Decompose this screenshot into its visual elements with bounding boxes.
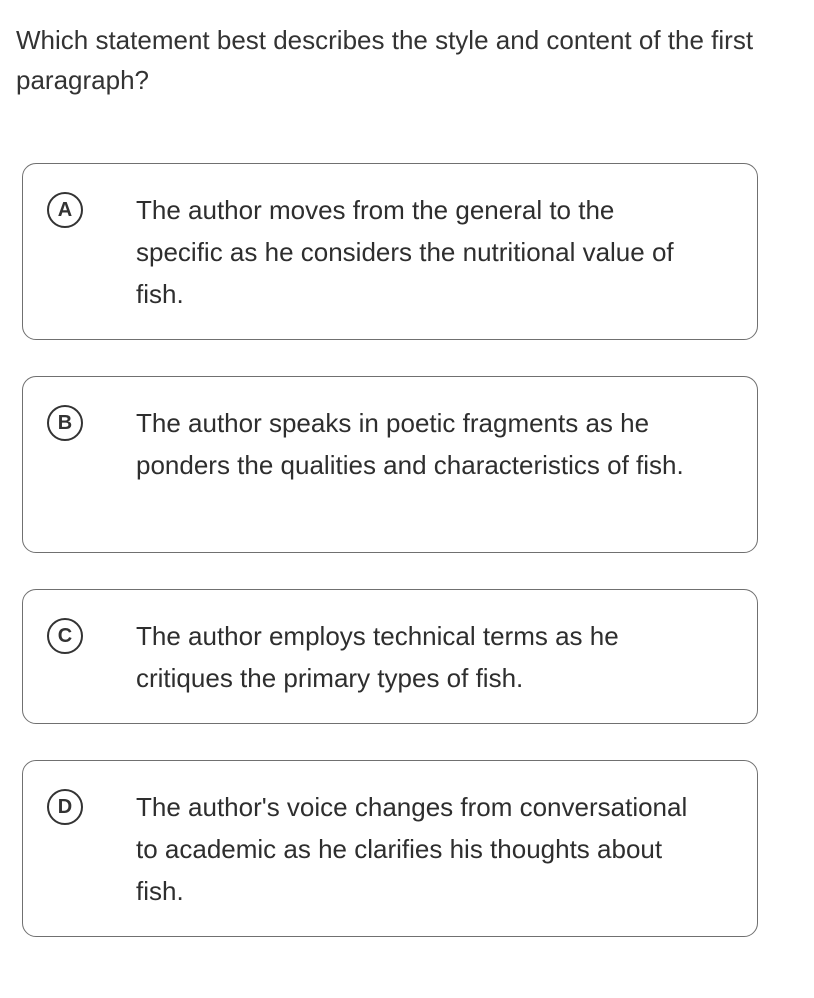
option-a[interactable] bbox=[22, 163, 758, 340]
question-text: Which statement best describes the style and content of the first paragraph? bbox=[16, 25, 754, 95]
option-c-text: The author employs technical terms as he critiques the primary types of fish. bbox=[136, 621, 619, 693]
answer-options bbox=[22, 163, 758, 973]
option-b-letter-badge: B bbox=[47, 405, 83, 441]
option-c-letter-badge: C bbox=[47, 618, 83, 654]
option-b-text: The author speaks in poetic fragments as he ponders the qualities and characteristics of fish. bbox=[136, 408, 684, 480]
option-a-letter-badge: A bbox=[47, 192, 83, 228]
option-d-text: The author's voice changes from conversational to academic as he clarifies his thoughts about fish. bbox=[136, 792, 688, 906]
option-d-letter-badge: D bbox=[47, 789, 83, 825]
option-d[interactable] bbox=[22, 760, 758, 937]
option-b[interactable] bbox=[22, 376, 758, 553]
option-a-text: The author moves from the general to the specific as he considers the nutritional value of fish. bbox=[136, 195, 674, 309]
option-c[interactable] bbox=[22, 589, 758, 724]
